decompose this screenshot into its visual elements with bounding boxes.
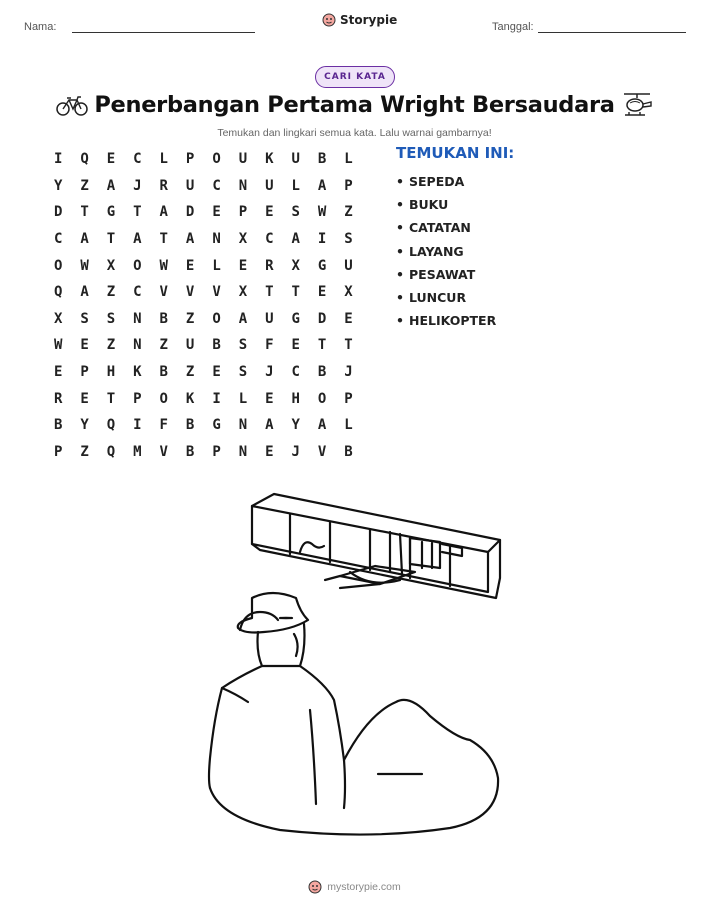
- grid-cell[interactable]: N: [238, 417, 248, 434]
- grid-cell[interactable]: A: [80, 284, 89, 301]
- grid-cell[interactable]: P: [53, 443, 63, 460]
- grid-cell[interactable]: F: [265, 337, 274, 354]
- category-badge: CARI KATA: [315, 66, 395, 88]
- grid-cell[interactable]: T: [291, 284, 300, 301]
- grid-cell[interactable]: G: [317, 257, 327, 274]
- grid-cell[interactable]: K: [133, 364, 142, 381]
- grid-cell[interactable]: V: [159, 443, 168, 460]
- grid-cell[interactable]: U: [265, 310, 274, 327]
- grid-cell[interactable]: D: [317, 310, 327, 327]
- grid-cell[interactable]: I: [133, 417, 142, 434]
- grid-cell[interactable]: Z: [344, 204, 353, 221]
- grid-cell[interactable]: T: [317, 337, 327, 354]
- grid-cell[interactable]: C: [291, 364, 300, 381]
- grid-cell[interactable]: I: [212, 390, 221, 407]
- grid-cell[interactable]: C: [133, 284, 142, 301]
- grid-cell[interactable]: B: [317, 364, 327, 381]
- grid-cell[interactable]: G: [106, 204, 116, 221]
- grid-cell[interactable]: U: [238, 151, 248, 168]
- grid-cell[interactable]: X: [238, 231, 248, 248]
- grid-cell[interactable]: R: [159, 177, 168, 194]
- grid-cell[interactable]: X: [106, 257, 116, 274]
- grid-cell[interactable]: O: [159, 390, 168, 407]
- grid-cell[interactable]: O: [212, 310, 221, 327]
- grid-cell[interactable]: N: [133, 337, 142, 354]
- grid-cell[interactable]: E: [185, 257, 195, 274]
- grid-cell[interactable]: E: [317, 284, 327, 301]
- wright-flyer-illustration: [200, 488, 510, 843]
- grid-cell[interactable]: P: [185, 151, 195, 168]
- grid-cell[interactable]: E: [265, 204, 274, 221]
- grid-cell[interactable]: P: [80, 364, 89, 381]
- grid-row: [45, 306, 375, 333]
- grid-cell[interactable]: A: [106, 177, 116, 194]
- grid-cell[interactable]: B: [344, 443, 353, 460]
- page-subtitle: Temukan dan lingkari semua kata. Lalu warnai gambarnya!: [217, 127, 492, 139]
- grid-cell[interactable]: E: [344, 310, 353, 327]
- grid-cell[interactable]: L: [344, 417, 353, 434]
- grid-cell[interactable]: P: [344, 177, 353, 194]
- grid-cell[interactable]: T: [159, 231, 168, 248]
- grid-cell[interactable]: Q: [53, 284, 63, 301]
- mascot-icon: [322, 13, 336, 27]
- word-list-title: TEMUKAN INI:: [396, 144, 515, 162]
- word-list-item: • BUKU: [396, 193, 496, 216]
- grid-cell[interactable]: C: [265, 231, 274, 248]
- grid-cell[interactable]: D: [53, 204, 63, 221]
- grid-cell[interactable]: Q: [80, 151, 89, 168]
- grid-cell[interactable]: N: [133, 310, 142, 327]
- grid-cell[interactable]: B: [53, 417, 63, 434]
- grid-cell[interactable]: B: [185, 417, 195, 434]
- grid-cell[interactable]: I: [53, 151, 63, 168]
- grid-cell[interactable]: O: [317, 390, 327, 407]
- grid-cell[interactable]: A: [317, 177, 327, 194]
- grid-cell[interactable]: E: [53, 364, 63, 381]
- grid-cell[interactable]: E: [212, 364, 221, 381]
- grid-cell[interactable]: M: [133, 443, 142, 460]
- grid-row: [45, 439, 375, 466]
- grid-cell[interactable]: E: [212, 204, 221, 221]
- date-line[interactable]: [538, 32, 686, 33]
- grid-cell[interactable]: N: [212, 231, 221, 248]
- grid-row: [45, 173, 375, 200]
- grid-cell[interactable]: B: [317, 151, 327, 168]
- grid-cell[interactable]: U: [185, 337, 195, 354]
- grid-cell[interactable]: Z: [80, 443, 89, 460]
- name-label: Nama:: [24, 21, 57, 33]
- grid-cell[interactable]: P: [133, 390, 142, 407]
- grid-row: [45, 199, 375, 226]
- grid-cell[interactable]: L: [344, 151, 353, 168]
- grid-cell[interactable]: B: [212, 337, 221, 354]
- grid-row: [45, 226, 375, 253]
- grid-cell[interactable]: C: [212, 177, 221, 194]
- grid-cell[interactable]: U: [185, 177, 195, 194]
- grid-cell[interactable]: A: [317, 417, 327, 434]
- grid-cell[interactable]: W: [159, 257, 168, 274]
- grid-cell[interactable]: Z: [159, 337, 168, 354]
- grid-cell[interactable]: X: [344, 284, 353, 301]
- grid-cell[interactable]: S: [106, 310, 116, 327]
- grid-cell[interactable]: A: [80, 231, 89, 248]
- grid-cell[interactable]: F: [159, 417, 168, 434]
- grid-cell[interactable]: O: [212, 151, 221, 168]
- grid-cell[interactable]: E: [106, 151, 116, 168]
- grid-row: [45, 385, 375, 412]
- word-list-item: • HELIKOPTER: [396, 309, 496, 332]
- grid-row: [45, 332, 375, 359]
- grid-cell[interactable]: Z: [106, 284, 116, 301]
- grid-cell[interactable]: V: [317, 443, 327, 460]
- grid-cell[interactable]: J: [291, 443, 300, 460]
- grid-cell[interactable]: Y: [53, 177, 63, 194]
- name-line[interactable]: [72, 32, 255, 33]
- grid-cell[interactable]: J: [344, 364, 353, 381]
- word-list-item: • LAYANG: [396, 240, 496, 263]
- grid-cell[interactable]: N: [238, 177, 248, 194]
- grid-cell[interactable]: A: [159, 204, 168, 221]
- grid-cell[interactable]: E: [80, 337, 89, 354]
- grid-cell[interactable]: G: [212, 417, 221, 434]
- grid-cell[interactable]: Y: [80, 417, 89, 434]
- footer-site[interactable]: mystorypie.com: [327, 881, 401, 893]
- grid-cell[interactable]: T: [106, 231, 116, 248]
- grid-cell[interactable]: B: [185, 443, 195, 460]
- grid-cell[interactable]: S: [80, 310, 89, 327]
- footer: [0, 880, 709, 894]
- grid-cell[interactable]: N: [238, 443, 248, 460]
- grid-cell[interactable]: P: [344, 390, 353, 407]
- grid-cell[interactable]: E: [265, 390, 274, 407]
- grid-cell[interactable]: C: [133, 151, 142, 168]
- grid-cell[interactable]: U: [344, 257, 353, 274]
- brand-logo: [322, 13, 397, 27]
- brand-name: Storypie: [340, 13, 398, 27]
- grid-cell[interactable]: S: [238, 337, 248, 354]
- grid-cell[interactable]: A: [133, 231, 142, 248]
- grid-cell[interactable]: L: [159, 151, 168, 168]
- page-title: Penerbangan Pertama Wright Bersaudara: [94, 92, 615, 118]
- word-list-item: • LUNCUR: [396, 286, 496, 309]
- grid-cell[interactable]: I: [317, 231, 327, 248]
- grid-cell[interactable]: P: [238, 204, 248, 221]
- date-label: Tanggal:: [492, 21, 534, 33]
- grid-cell[interactable]: U: [291, 151, 300, 168]
- word-list: [396, 170, 496, 332]
- grid-row: [45, 412, 375, 439]
- grid-cell[interactable]: T: [80, 204, 89, 221]
- grid-cell[interactable]: T: [344, 337, 353, 354]
- grid-cell[interactable]: V: [185, 284, 195, 301]
- word-list-item: • CATATAN: [396, 216, 496, 239]
- helicopter-icon: [620, 90, 654, 120]
- grid-cell[interactable]: D: [185, 204, 195, 221]
- word-list-item: • PESAWAT: [396, 263, 496, 286]
- grid-cell[interactable]: V: [159, 284, 168, 301]
- grid-cell[interactable]: O: [133, 257, 142, 274]
- grid-cell[interactable]: J: [133, 177, 142, 194]
- grid-cell[interactable]: H: [106, 364, 116, 381]
- word-list-item: • SEPEDA: [396, 170, 496, 193]
- grid-cell[interactable]: X: [291, 257, 300, 274]
- grid-cell[interactable]: A: [291, 231, 300, 248]
- grid-cell[interactable]: A: [265, 417, 274, 434]
- grid-cell[interactable]: E: [265, 443, 274, 460]
- grid-cell[interactable]: J: [265, 364, 274, 381]
- grid-cell[interactable]: T: [133, 204, 142, 221]
- grid-cell[interactable]: A: [238, 310, 248, 327]
- grid-cell[interactable]: E: [291, 337, 300, 354]
- word-search-grid: [45, 146, 375, 465]
- grid-cell[interactable]: Z: [185, 310, 195, 327]
- grid-cell[interactable]: Z: [106, 337, 116, 354]
- mascot-icon: [308, 880, 322, 894]
- grid-cell[interactable]: X: [53, 310, 63, 327]
- grid-cell[interactable]: Z: [185, 364, 195, 381]
- grid-cell[interactable]: P: [212, 443, 221, 460]
- grid-cell[interactable]: L: [291, 177, 300, 194]
- grid-cell[interactable]: K: [185, 390, 195, 407]
- grid-cell[interactable]: Z: [80, 177, 89, 194]
- grid-cell[interactable]: T: [106, 390, 116, 407]
- grid-row: [45, 252, 375, 279]
- grid-cell[interactable]: G: [291, 310, 300, 327]
- grid-cell[interactable]: H: [291, 390, 300, 407]
- grid-cell[interactable]: R: [265, 257, 274, 274]
- grid-row: [45, 359, 375, 386]
- grid-cell[interactable]: E: [238, 257, 248, 274]
- grid-cell[interactable]: S: [238, 364, 248, 381]
- grid-row: [45, 279, 375, 306]
- grid-cell[interactable]: E: [80, 390, 89, 407]
- grid-cell[interactable]: Y: [291, 417, 300, 434]
- grid-cell[interactable]: X: [238, 284, 248, 301]
- grid-cell[interactable]: L: [238, 390, 248, 407]
- grid-cell[interactable]: Q: [106, 443, 116, 460]
- grid-cell[interactable]: O: [53, 257, 63, 274]
- grid-cell[interactable]: C: [53, 231, 63, 248]
- grid-cell[interactable]: S: [291, 204, 300, 221]
- grid-cell[interactable]: U: [265, 177, 274, 194]
- grid-cell[interactable]: Q: [106, 417, 116, 434]
- grid-cell[interactable]: B: [159, 364, 168, 381]
- grid-cell[interactable]: W: [317, 204, 327, 221]
- grid-cell[interactable]: W: [80, 257, 89, 274]
- grid-row: [45, 146, 375, 173]
- grid-cell[interactable]: S: [344, 231, 353, 248]
- grid-cell[interactable]: L: [212, 257, 221, 274]
- grid-cell[interactable]: B: [159, 310, 168, 327]
- grid-cell[interactable]: K: [265, 151, 274, 168]
- grid-cell[interactable]: A: [185, 231, 195, 248]
- grid-cell[interactable]: V: [212, 284, 221, 301]
- grid-cell[interactable]: R: [53, 390, 63, 407]
- grid-cell[interactable]: W: [53, 337, 63, 354]
- grid-cell[interactable]: T: [265, 284, 274, 301]
